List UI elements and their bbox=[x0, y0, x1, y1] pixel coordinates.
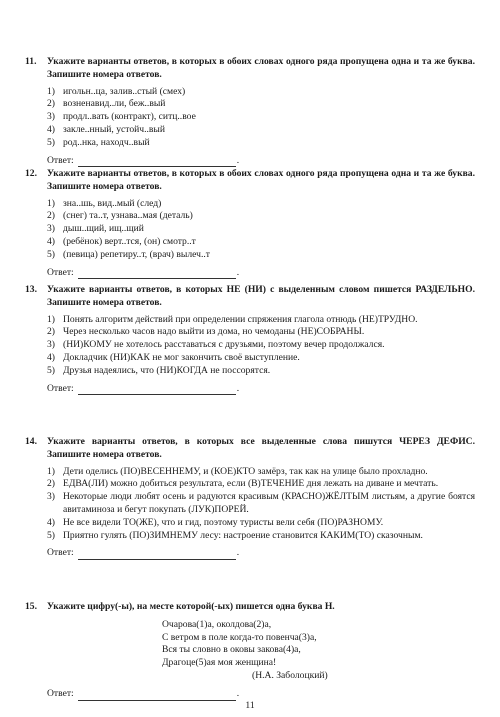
task-number: 12. bbox=[25, 168, 37, 179]
answer-field[interactable] bbox=[78, 269, 236, 279]
option-item: 1) Дети оделись (ПО)ВЕСЕННЕМУ, и (КОЕ)КТО замёрз, так как на улице было прохладно. bbox=[47, 465, 428, 477]
task-13 bbox=[25, 284, 475, 395]
answer-label: Ответ: bbox=[47, 687, 74, 699]
answer-row: Ответ: . bbox=[47, 266, 240, 278]
option-item: 3) продл..вать (контракт), ситц..вое bbox=[47, 111, 196, 123]
poem-line: Драгоце(5)ая моя женщина! bbox=[162, 657, 277, 669]
options-list bbox=[47, 86, 475, 150]
task-14 bbox=[25, 436, 475, 560]
task-question: Укажите варианты ответов, в которых в обоих словах одного ряда пропущена одна и та же буква. Запишите номера ответов. bbox=[47, 56, 475, 80]
task-number: 14. bbox=[25, 436, 37, 447]
answer-row: Ответ: . bbox=[47, 687, 240, 699]
option-item: 1) Понять алгоритм действий при определении спряжения глагола отнюдь (НЕ)ТРУДНО. bbox=[47, 313, 418, 325]
options-list bbox=[47, 314, 475, 378]
task-11 bbox=[25, 56, 475, 167]
option-item: 4) (ребёнок) верт..тся, (он) смотр..т bbox=[47, 235, 196, 247]
option-item: 1) игольн..ца, залив..стый (смех) bbox=[47, 85, 186, 97]
answer-row: Ответ: . bbox=[47, 382, 240, 394]
option-item: 2) возненавид..ли, беж..вый bbox=[47, 98, 166, 110]
option-item: 2) ЕДВА(ЛИ) можно добиться результата, если (В)ТЕЧЕНИЕ дня лежать на диване и мечтать. bbox=[47, 478, 439, 490]
answer-field[interactable] bbox=[78, 550, 236, 560]
option-item: 5) Друзья надеялись, что (НИ)КОГДА не поссорятся. bbox=[47, 364, 271, 376]
keyword: ЧЕРЕЗ ДЕФИС bbox=[399, 436, 473, 447]
option-item: 4) Докладчик (НИ)КАК не мог закончить своё выступление. bbox=[47, 351, 300, 363]
option-item: 3) (НИ)КОМУ не хотелось расставаться с друзьями, поэтому вечер продолжался. bbox=[47, 339, 385, 351]
answer-field[interactable] bbox=[78, 385, 236, 395]
option-item: 5) род..нка, находч..вый bbox=[47, 136, 150, 148]
answer-label: Ответ: bbox=[47, 382, 74, 394]
answer-label: Ответ: bbox=[47, 547, 74, 559]
option-item: 2) (снег) та..т, узнава..мая (деталь) bbox=[47, 210, 193, 222]
answer-field[interactable] bbox=[78, 157, 236, 167]
answer-row: Ответ: . bbox=[47, 154, 240, 166]
task-15 bbox=[25, 601, 475, 701]
poem-line: Вся ты словно в оковы закова(4)а, bbox=[162, 644, 301, 656]
poem bbox=[162, 619, 475, 683]
answer-row: Ответ: . bbox=[47, 547, 240, 559]
option-item: 2) Через несколько часов надо выйти из дома, но чемоданы (НЕ)СОБРАНЫ. bbox=[47, 326, 365, 338]
page-number: 11 bbox=[245, 700, 255, 711]
task-question: Укажите варианты ответов, в которых в обоих словах одного ряда пропущена одна и та же буква. Запишите номера ответов. bbox=[47, 168, 475, 192]
poem-line: С ветром в поле когда-то повенча(3)а, bbox=[162, 631, 317, 643]
options-list bbox=[47, 466, 475, 543]
options-list bbox=[47, 198, 475, 262]
task-question: Укажите варианты ответов, в которых все выделенные слова пишутся ЧЕРЕЗ ДЕФИС. Запишите номера ответов. bbox=[47, 436, 475, 460]
task-question: Укажите варианты ответов, в которых НЕ (НИ) с выделенным словом пишется РАЗДЕЛЬНО. Запишите номера ответов. bbox=[47, 284, 475, 308]
keyword: РАЗДЕЛЬНО bbox=[415, 284, 473, 295]
task-number: 13. bbox=[25, 284, 37, 295]
option-item: 5) Приятно гулять (ПО)ЗИМНЕМУ лесу: настроение становится КАКИМ(ТО) сказочным. bbox=[47, 529, 423, 541]
option-item: 5) (певица) репетиру..т, (врач) вылеч..т bbox=[47, 248, 210, 260]
poem-author: (Н.А. Заболоцкий) bbox=[252, 669, 328, 681]
task-question: Укажите цифру(-ы), на месте которой(-ых) пишется одна буква Н. bbox=[47, 601, 335, 612]
answer-label: Ответ: bbox=[47, 266, 74, 278]
option-item: 3) дыш..щий, ищ..щий bbox=[47, 223, 144, 235]
answer-label: Ответ: bbox=[47, 154, 74, 166]
option-item: 1) зна..шь, вид..мый (след) bbox=[47, 197, 162, 209]
option-item: 3) Некоторые люди любят осень и радуются красивым (КРАСНО)ЖЁЛТЫМ листьям, а другие боятся авитаминоза и бегут покупать (ЛУК)ПОРЕЙ. bbox=[47, 491, 475, 515]
task-12 bbox=[25, 168, 475, 279]
task-number: 15. bbox=[25, 601, 37, 612]
poem-line: Очарова(1)а, околдова(2)а, bbox=[162, 618, 272, 630]
task-number: 11. bbox=[25, 56, 37, 67]
option-item: 4) Не все видели ТО(ЖЕ), что и гид, поэтому туристы вели себя (ПО)РАЗНОМУ. bbox=[47, 516, 384, 528]
option-item: 4) закле..нный, устойч..вый bbox=[47, 123, 165, 135]
